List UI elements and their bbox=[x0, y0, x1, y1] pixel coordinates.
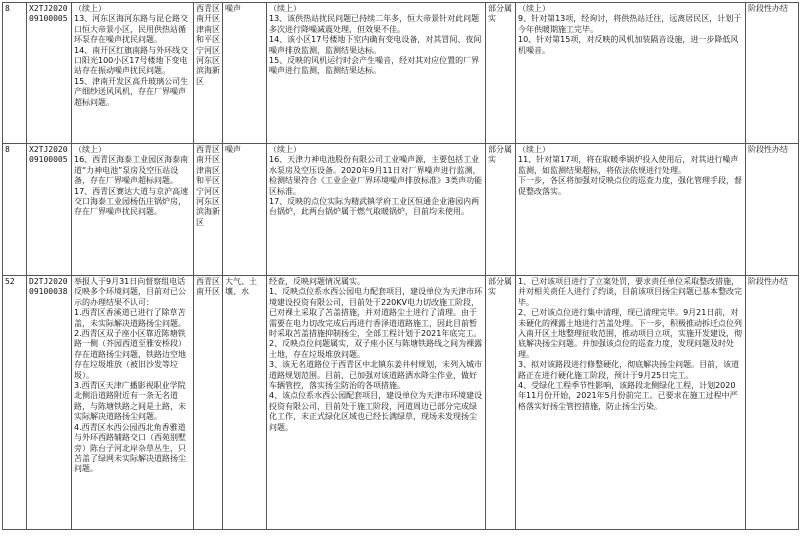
measures-cell bbox=[516, 276, 746, 530]
pollution-type-cell: 噪声 bbox=[223, 3, 267, 144]
case-code: X2TJ2020 09100005 bbox=[27, 144, 72, 276]
district-cell: 西青区南开区津南区和平区宁河区河东区滨海新区 bbox=[194, 3, 223, 144]
row-index: 8 bbox=[3, 3, 27, 144]
verification-line: 13、该供热站扰民问题已持续二年多，恒大帝景针对此问题多次进行降噪减震处理，但效果不佳。 bbox=[269, 14, 480, 34]
measures-line: （续上） bbox=[518, 4, 550, 13]
pollution-type-cell: 大气、土壤、水 bbox=[223, 276, 267, 530]
issue-cell bbox=[72, 276, 194, 530]
issue-line: 17、西青区赛达大道与京沪高速交口海泰工业园杨伍庄锅炉房，存在厂界噪声扰民问题。 bbox=[74, 186, 189, 217]
row-index: 8 bbox=[3, 144, 27, 276]
measures-cell bbox=[516, 144, 746, 276]
result-cell: 阶段性办结 bbox=[746, 3, 799, 144]
table-row bbox=[3, 144, 799, 276]
verification-line: 16、天津力神电池股份有限公司工业噪声源，主要包括工业水泵房及空压设备。2020年9月11日对厂界噪声进行监测，检测结果符合《工业企业厂界环境噪声排放标准》3类声功能区标准。 bbox=[269, 155, 483, 196]
measures-line: （续上） bbox=[518, 145, 550, 154]
issue-line: 2.西青区双子座小区靠近陈塘铁路一侧（芥园西道至雅安桥段）存在道路扬尘问题，铁路边空地存在垃圾堆放（被旧沙发等垃圾）。 bbox=[74, 329, 186, 380]
verification-line: 经查，反映问题情况属实。 bbox=[269, 277, 365, 286]
measures-line: 1、已对该项目进行了立案处罚，要求责任单位采取整改措施，并对相关责任人进行了约谈，目前该项目扬尘问题已基本整改完毕。 bbox=[518, 277, 742, 307]
case-code: D2TJ2020 09100038 bbox=[27, 276, 72, 530]
inspection-table bbox=[2, 2, 799, 530]
issue-cell bbox=[72, 144, 194, 276]
table-row bbox=[3, 276, 799, 530]
measures-line: 下一步，各区将加强对反映点位的巡查力度，强化管理手段，督促整改落实。 bbox=[518, 176, 742, 196]
verification-line: 1、反映点位系水西公园电力配套项目，建设单位为天津市环境建设投资有限公司，目前处于220KV电力切改施工阶段，已对裸土采取了苫盖措施，并对道路尘土进行了清理。由于需要在电力切改完成后再进行香泽道道路施工，因此目前暂时采取苫盖措施抑制扬尘，全部工程计划于2021年底完工。 bbox=[269, 287, 483, 339]
measures-line: 2、已对该点位进行集中清理，现已清理完毕。9月21日前，对未硬化的裸露土地进行苫盖处理。下一步，积极推动拆迁点位列入南开区土地整理征收范围，推动项目立项，实施开发建设，彻底解决扬尘问题。并加强该点位的巡查力度，发现问题及时处理。 bbox=[518, 308, 742, 359]
verification-line: （续上） bbox=[269, 4, 301, 13]
verification-line: 4、该点位系水西公园配套项目，建设单位为天津市环境建设投资有限公司，目前处于施工阶段，河道周边已部分完成绿化工作，未正式绿化区域也已经长满绿草，现场未发现扬尘问题。 bbox=[269, 391, 483, 432]
row-index: 52 bbox=[3, 276, 27, 530]
issue-cell bbox=[72, 3, 194, 144]
measures-cell bbox=[516, 3, 746, 144]
status-cell: 部分属实 bbox=[486, 3, 516, 144]
verification-line: 3、该无名道路位于西青区中北镇东姜井村规划，未列入城市道路规划范围。目前，已加强对该道路洒水降尘作业，做好车辆管控，落实扬尘防治的各项措施。 bbox=[269, 360, 483, 391]
issue-line: （续上） bbox=[74, 4, 106, 13]
result-cell: 阶段性办结 bbox=[746, 144, 799, 276]
issue-line: 15、津南开发区高升玻璃公司生产细纱送风风机，存在厂界噪声超标问题。 bbox=[74, 76, 189, 107]
verification-cell bbox=[267, 144, 486, 276]
issue-line: 3.西青区天津广播影视职业学院北侧沿道路附近有一条无名道路，与陈塘铁路之间是土路，未实际解决道路扬尘问题。 bbox=[74, 381, 186, 422]
verification-cell bbox=[267, 276, 486, 530]
status-cell: 部分属实 bbox=[486, 144, 516, 276]
verification-line: 15、反映的风机运行时会产生噪音，经对其对应位置的厂界噪声进行监测，监测结果达标。 bbox=[269, 56, 480, 76]
district-cell: 西青区南开区津南区和平区宁河区河东区滨海新区 bbox=[194, 144, 223, 276]
verification-cell bbox=[267, 3, 486, 144]
status-cell: 部分属实 bbox=[486, 276, 516, 530]
issue-line: 16、西青区海泰工业园区海泰南道“力神电池”泵房及空压站设备，存在厂界噪声超标问题。 bbox=[74, 155, 189, 186]
verification-line: （续上） bbox=[269, 145, 301, 154]
issue-line: 13、河东区海河东路与昆仑路交口恒大帝景小区，民用供热站循环泵存在噪声扰民问题。 bbox=[74, 14, 189, 45]
measures-line: 11、针对第17项，将在取暖季锅炉投入使用后，对其进行噪声监测，如监测结果超标，将依法依规进行处理。 bbox=[518, 155, 739, 175]
issue-line: 14、南开区红旗南路与外环线交口阳光100小区17号楼地下变电站存在振动噪声扰民问题。 bbox=[74, 45, 189, 76]
result-cell: 阶段性办结 bbox=[746, 276, 799, 530]
measures-line: 4、受绿化工程季节性影响，该路段北侧绿化工程，计划2020年11月份开始，2021年5月份前完工。已要求在施工过程中严格落实好扬尘管控措施，防止扬尘污染。 bbox=[518, 381, 738, 411]
issue-line: 4.西青区水西公园西北角香雅道与外环西路辅路交口（西苑别墅旁）陈台子河北岸杂草丛生，只苫盖了绿网未实际解决道路扬尘问题。 bbox=[74, 422, 186, 474]
table-row bbox=[3, 3, 799, 144]
issue-line: （续上） bbox=[74, 145, 106, 154]
verification-line: 14、该小区17号楼地下室内确有变电设备，对其冒间、夜间噪声排放监测，监测结果达标。 bbox=[269, 35, 482, 55]
district-cell: 西青区南开区 bbox=[194, 276, 223, 530]
measures-line: 3、拟对该路段进行修整硬化，彻底解决扬尘问题。目前，该道路正在进行硬化施工阶段，预计于9月25日完工。 bbox=[518, 360, 740, 380]
measures-line: 9、针对第13项，经询讨，将供热站迁往，远离居民区，计划于今年供暖期施工完毕。 bbox=[518, 14, 742, 34]
verification-line: 17、反映的点位实际为精武镇学府工业区恒通企业港园内两台锅炉，此两台锅炉属于燃气取暖锅炉，目前均未使用。 bbox=[269, 197, 480, 217]
issue-line: 举报人于9月31日向督察组电话反映多个环境问题，目前对已公示的办理结果不认可： bbox=[74, 277, 186, 307]
measures-line: 10、针对第15项，对反映的风机加装隔音设施，进一步降低风机噪音。 bbox=[518, 35, 739, 55]
verification-line: 2、反映点位问题属实，双子座小区与陈塘铁路线之间为裸露土地，存在垃圾堆放问题。 bbox=[269, 339, 483, 359]
issue-line: 1.西青区香溪道已进行了除草苫盖，未实际解决道路扬尘问题。 bbox=[74, 308, 186, 328]
pollution-type-cell: 噪声 bbox=[223, 144, 267, 276]
case-code: X2TJ2020 09100005 bbox=[27, 3, 72, 144]
